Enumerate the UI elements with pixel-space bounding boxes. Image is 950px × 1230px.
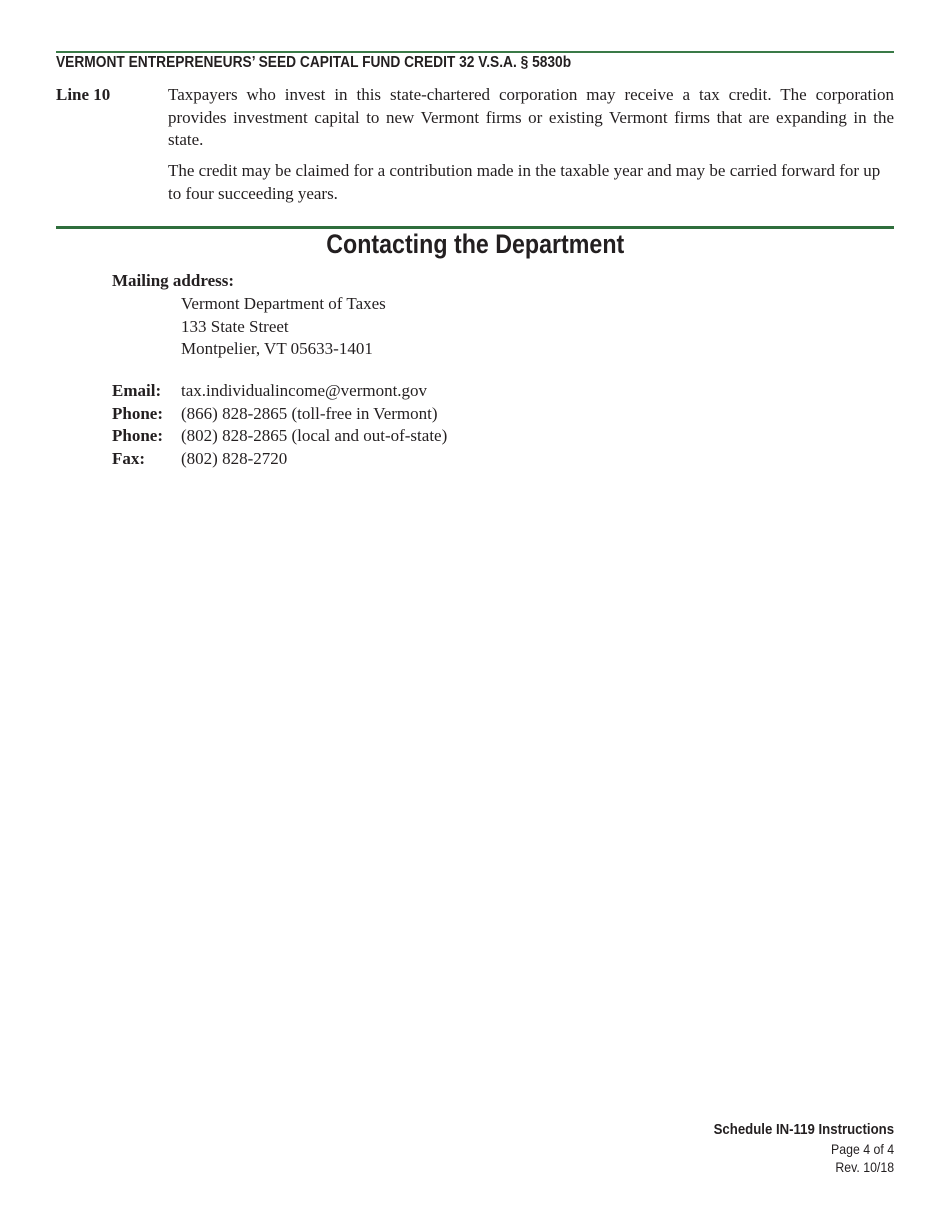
contact-value: (802) 828-2720 bbox=[181, 448, 288, 468]
contact-title: Contacting the Department bbox=[325, 229, 625, 259]
contact-list bbox=[112, 380, 447, 470]
contact-label: Email: bbox=[112, 381, 162, 400]
revision: Rev. 10/18 bbox=[835, 1159, 894, 1175]
contact-phone-local bbox=[112, 425, 447, 448]
section-heading: VERMONT ENTREPRENEURS’ SEED CAPITAL FUND CREDIT 32 V.S.A. § 5830b bbox=[56, 54, 572, 71]
mailing-address-label: Mailing address: bbox=[112, 271, 235, 290]
section-divider bbox=[56, 51, 894, 53]
contact-value: (802) 828-2865 (local and out-of-state) bbox=[181, 426, 448, 445]
contact-label: Phone: bbox=[112, 426, 163, 445]
paragraph: The credit may be claimed for a contribution made in the taxable year and may be carried forward for up to four succeeding years. bbox=[168, 161, 881, 203]
mailing-address bbox=[181, 293, 386, 361]
contact-email bbox=[112, 380, 447, 403]
address-line: Vermont Department of Taxes bbox=[181, 294, 386, 313]
page-number: Page 4 of 4 bbox=[830, 1140, 894, 1157]
contact-value: (866) 828-2865 (toll-free in Vermont) bbox=[181, 403, 438, 423]
line-label: Line 10 bbox=[56, 85, 111, 104]
email-link[interactable]: tax.individualincome@vermont.gov bbox=[181, 381, 428, 400]
address-line: Montpelier, VT 05633-1401 bbox=[181, 339, 373, 358]
contact-label: Phone: bbox=[112, 403, 163, 423]
form-name: Schedule IN-119 Instructions bbox=[713, 1121, 894, 1138]
contact-fax bbox=[112, 448, 447, 471]
contact-phone-tollfree bbox=[112, 403, 447, 426]
contact-title-wrap bbox=[0, 229, 950, 260]
paragraph: Taxpayers who invest in this state-chartered corporation may receive a tax credit. The corporation provides investment capital to new Vermont firms or existing Vermont firms that are expanding in the state. bbox=[168, 85, 894, 149]
contact-label: Fax: bbox=[112, 448, 146, 468]
address-line: 133 State Street bbox=[181, 316, 289, 336]
page-footer bbox=[689, 1121, 894, 1177]
